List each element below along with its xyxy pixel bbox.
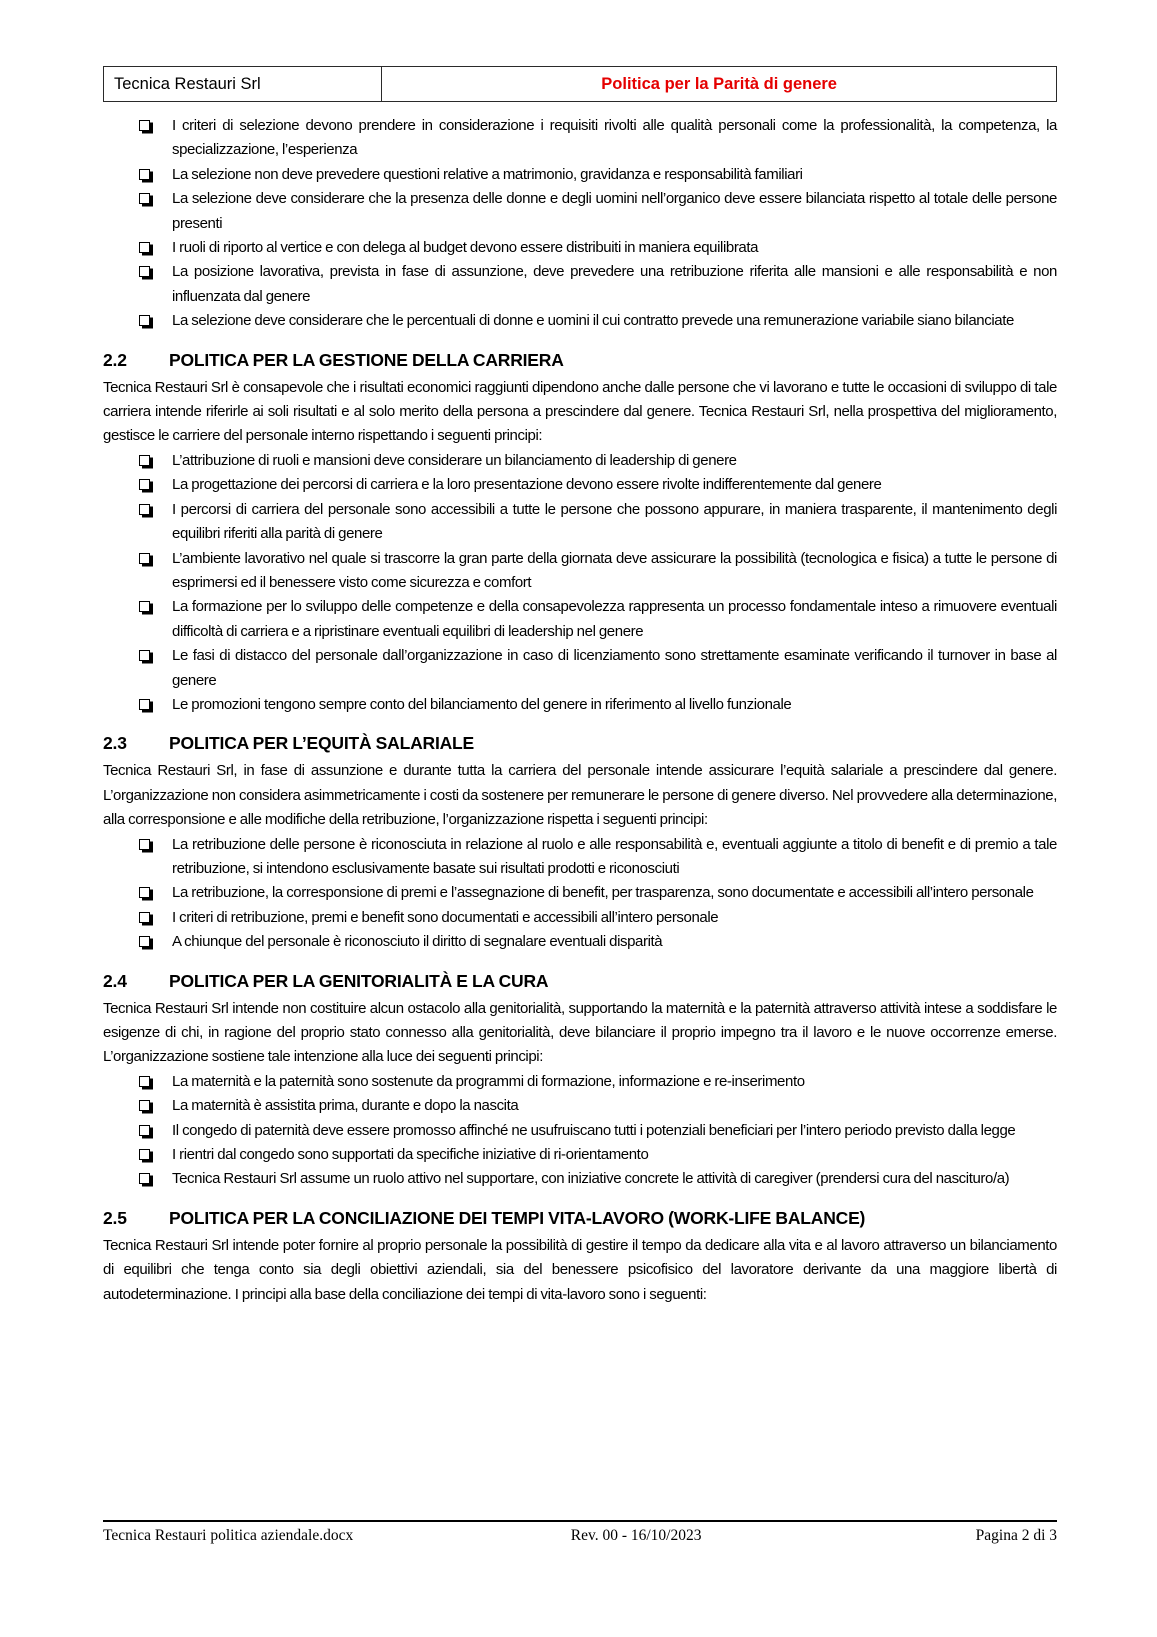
section-number: 2.2 [103, 349, 127, 370]
bullet-list-item [103, 260, 1057, 309]
checkbox-bullet-icon [139, 193, 150, 204]
checkbox-bullet-icon [139, 912, 150, 923]
checkbox-bullet-icon [139, 553, 150, 564]
bullet-list-item [103, 163, 1057, 187]
bullet-text: La maternità e la paternità sono sostenute da programmi di formazione, informazione e re-inserimento [172, 1072, 805, 1090]
section-number: 2.5 [103, 1207, 127, 1228]
checkbox-bullet-icon [139, 1173, 150, 1184]
document-title: Politica per la Parità di genere [382, 67, 1057, 102]
checkbox-bullet-icon [139, 266, 150, 277]
checkbox-bullet-icon [139, 601, 150, 612]
bullet-text: A chiunque del personale è riconosciuto il diritto di segnalare eventuali disparità [172, 933, 663, 951]
section-heading [103, 730, 1057, 756]
checkbox-bullet-icon [139, 839, 150, 850]
section-paragraph: Tecnica Restauri Srl è consapevole che i risultati economici raggiunti dipendono anche dalle persone che vi lavorano e tutte le occasioni di sviluppo di tale carriera intende riferirle ai soli risultati e al solo merito della persona a prescindere dal genere. Tecnica Restauri Srl, nella prospettiva del miglioramento, gestisce le carriere del personale interno rispettando i seguenti principi: [103, 378, 1057, 445]
bullet-text: Le promozioni tengono sempre conto del bilanciamento del genere in riferimento al livello funzionale [172, 695, 792, 713]
document-page [103, 66, 1057, 1307]
bullet-text: I criteri di selezione devono prendere in considerazione i requisiti rivolti alle qualità personali come la professionalità, la competenza, la specializzazione, l’esperienza [172, 117, 1057, 159]
bullet-list-item [103, 498, 1057, 547]
bullet-text: La selezione non deve prevedere questioni relative a matrimonio, gravidanza e responsabilità familiari [172, 165, 803, 183]
bullet-list-item [103, 547, 1057, 596]
checkbox-bullet-icon [139, 169, 150, 180]
checkbox-bullet-icon [139, 1125, 150, 1136]
checkbox-bullet-icon [139, 455, 150, 466]
bullet-text: La retribuzione, la corresponsione di premi e l’assegnazione di benefit, per trasparenza, sono documentate e accessibili all’intero personale [172, 884, 1034, 902]
bullet-list-item [103, 906, 1057, 930]
checkbox-bullet-icon [139, 650, 150, 661]
bullet-text: I criteri di retribuzione, premi e benefit sono documentati e accessibili all’intero personale [172, 908, 719, 926]
bullet-list-item [103, 1070, 1057, 1094]
checkbox-bullet-icon [139, 504, 150, 515]
section-paragraph: Tecnica Restauri Srl intende non costituire alcun ostacolo alla genitorialità, supportando la maternità e la paternità attraverso attività intese a soddisfare le esigenze di chi, in ragione del proprio stato connesso alla genitorialità, deve bilanciare il proprio impegno tra il lavoro e le nuove occorrenze emerse. L’organizzazione sostiene tale intenzione alla luce dei seguenti principi: [103, 999, 1057, 1066]
section-number: 2.4 [103, 970, 127, 991]
bullet-list-item [103, 693, 1057, 717]
checkbox-bullet-icon [139, 242, 150, 253]
checkbox-bullet-icon [139, 1076, 150, 1087]
bullet-list-item [103, 644, 1057, 693]
bullet-list-item [103, 881, 1057, 905]
bullet-list-item [103, 595, 1057, 644]
section-title: POLITICA PER LA CONCILIAZIONE DEI TEMPI VITA-LAVORO (WORK-LIFE BALANCE) [169, 1207, 866, 1228]
checkbox-bullet-icon [139, 315, 150, 326]
bullet-text: I percorsi di carriera del personale sono accessibili a tutte le persone che possono appurare, in maniera trasparente, il mantenimento degli equilibri riferiti alla parità di genere [172, 500, 1057, 543]
bullet-list-item [103, 114, 1057, 163]
checkbox-bullet-icon [139, 936, 150, 947]
checkbox-bullet-icon [139, 120, 150, 131]
bullet-text: La selezione deve considerare che la presenza delle donne e degli uomini nell’organico deve essere bilanciata rispetto al totale delle persone presenti [172, 190, 1057, 232]
section-title: POLITICA PER LA GENITORIALITÀ E LA CURA [169, 970, 549, 991]
bullet-list-item [103, 449, 1057, 473]
section-paragraph: Tecnica Restauri Srl intende poter fornire al proprio personale la possibilità di gestire il tempo da dedicare alla vita e al lavoro attraverso un bilanciamento di equilibri che tenga conto sia degli obiettivi aziendali, sia del benessere psicofisico del lavoratore derivante da una maggiore libertà di autodeterminazione. I principi alla base della conciliazione dei tempi di vita-lavoro sono i seguenti: [103, 1236, 1057, 1303]
footer-filename: Tecnica Restauri politica aziendale.docx [103, 1527, 354, 1544]
bullet-text: La maternità è assistita prima, durante e dopo la nascita [172, 1097, 519, 1115]
bullet-list-item [103, 1094, 1057, 1118]
bullet-text: L’attribuzione di ruoli e mansioni deve considerare un bilanciamento di leadership di genere [172, 451, 737, 469]
section-heading [103, 347, 1057, 373]
section-heading [103, 1205, 1057, 1231]
bullet-list-item [103, 473, 1057, 497]
bullet-text: I ruoli di riporto al vertice e con delega al budget devono essere distribuiti in maniera equilibrata [172, 239, 759, 257]
section-title: POLITICA PER LA GESTIONE DELLA CARRIERA [169, 349, 564, 370]
section-number: 2.3 [103, 733, 127, 754]
footer [103, 1520, 1057, 1546]
checkbox-bullet-icon [139, 699, 150, 710]
section-paragraph: Tecnica Restauri Srl, in fase di assunzione e durante tutta la carriera del personale intende assicurare l’equità salariale a prescindere dal genere. L’organizzazione non considera asimmetricamente i costi da sostenere per remunerare le persone di genere diverso. Nel provvedere alla determinazione, alla corresponsione e alle modifiche della retribuzione, l’organizzazione rispetta i seguenti principi: [103, 762, 1057, 829]
bullet-list-item [103, 309, 1057, 333]
bullet-text: Il congedo di paternità deve essere promosso affinché ne usufruiscano tutti i potenziali beneficiari per l’intero periodo previsto dalla legge [172, 1121, 1016, 1139]
company-name-cell: Tecnica Restauri Srl [104, 67, 382, 102]
bullet-list-item [103, 1143, 1057, 1167]
checkbox-bullet-icon [139, 1149, 150, 1160]
bullet-list-item [103, 236, 1057, 260]
bullet-text: La selezione deve considerare che le percentuali di donne e uomini il cui contratto prevede una remunerazione variabile siano bilanciate [172, 312, 1014, 330]
header-table [103, 66, 1057, 102]
bullet-list-item [103, 187, 1057, 236]
footer-revision: Rev. 00 - 16/10/2023 [570, 1527, 702, 1544]
section-heading [103, 968, 1057, 994]
checkbox-bullet-icon [139, 1100, 150, 1111]
bullet-text: L’ambiente lavorativo nel quale si trascorre la gran parte della giornata deve assicurare la possibilità (tecnologica e fisica) a tutte le persone di esprimersi ed il benessere visto come sicurezza e comfort [172, 549, 1057, 591]
bullet-text: La posizione lavorativa, prevista in fase di assunzione, deve prevedere una retribuzione riferita alle mansioni e alle responsabilità e non influenzata dal genere [172, 263, 1057, 305]
bullet-text: La formazione per lo sviluppo delle competenze e della consapevolezza rappresenta un processo fondamentale inteso a rimuovere eventuali difficoltà di carriera e a ripristinare eventuali equilibri di leadership nel genere [172, 598, 1057, 640]
bullet-text: La retribuzione delle persone è riconosciuta in relazione al ruolo e alle responsabilità e, eventuali aggiunte a titolo di benefit e di premio a tale retribuzione, si intendono esclusivamente basate sui risultati prodotti e riconosciuti [172, 835, 1057, 877]
bullet-text: Tecnica Restauri Srl assume un ruolo attivo nel supportare, con iniziative concrete le attività di caregiver (prendersi cura del nascituro/a) [172, 1170, 1010, 1188]
bullet-list-item [103, 1119, 1057, 1143]
bullet-text: Le fasi di distacco del personale dall’organizzazione in caso di licenziamento sono strettamente esaminate verificando il turnover in base al genere [172, 647, 1057, 689]
bullet-list-item [103, 833, 1057, 882]
bullet-list-item [103, 1167, 1057, 1191]
footer-page-number: Pagina 2 di 3 [975, 1527, 1058, 1544]
document-body [103, 114, 1057, 1307]
checkbox-bullet-icon [139, 887, 150, 898]
checkbox-bullet-icon [139, 479, 150, 490]
bullet-text: I rientri dal congedo sono supportati da specifiche iniziative di ri-orientamento [172, 1146, 649, 1164]
bullet-list-item [103, 930, 1057, 954]
section-title: POLITICA PER L’EQUITÀ SALARIALE [169, 733, 475, 754]
bullet-text: La progettazione dei percorsi di carriera e la loro presentazione devono essere rivolte indifferentemente dal genere [172, 476, 882, 494]
